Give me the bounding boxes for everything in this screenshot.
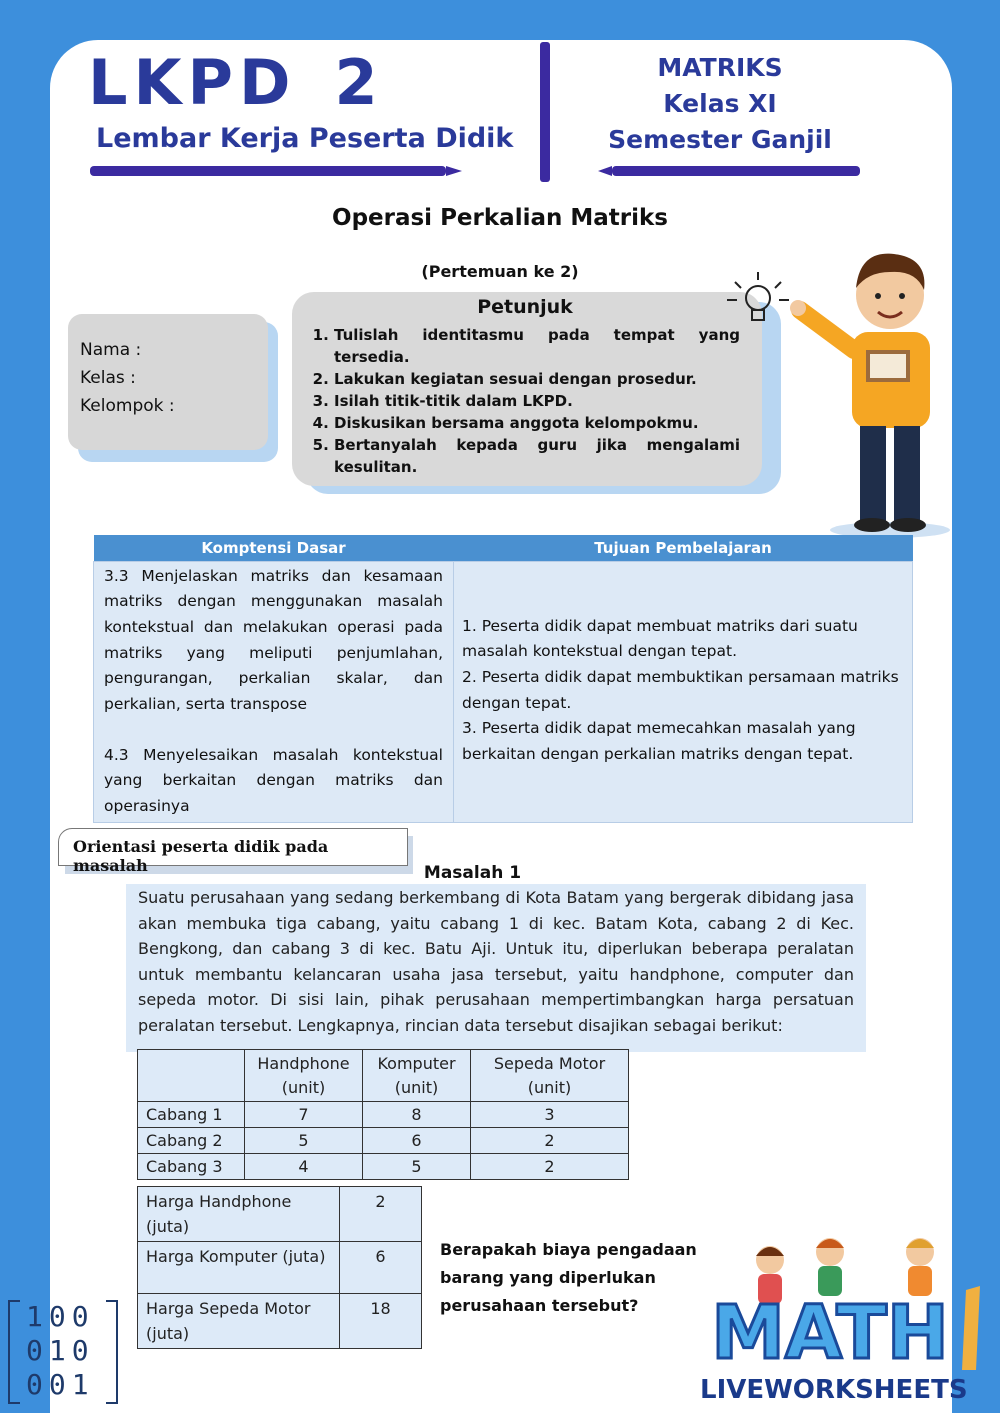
- cell-value: 5: [245, 1128, 363, 1154]
- row-label: Cabang 3: [138, 1154, 245, 1180]
- cell-value: 3: [471, 1102, 629, 1128]
- price-value: 2: [340, 1187, 422, 1242]
- price-value: 6: [340, 1242, 422, 1294]
- cell-value: 2: [471, 1154, 629, 1180]
- lkpd-title: LKPD 2: [88, 46, 384, 119]
- kd-3-3: 3.3 Menjelaskan matriks dan kesamaan matriks dengan menggunakan masalah kontekstual dan melakukan operasi pada matriks yang meliputi penjumlahan, pengurangan, perkalian skalar, dan perkalian, serta transpose: [104, 566, 443, 714]
- teacher-illustration: [790, 240, 960, 540]
- matrix-row: 010: [26, 1334, 95, 1367]
- instruction-item: 4. Diskusikan bersama anggota kelompokmu.: [334, 412, 740, 434]
- instructions-box: [292, 292, 762, 486]
- col-komputer: Komputer (unit): [363, 1050, 471, 1102]
- pencil-right-icon: [598, 166, 860, 176]
- row-label: Cabang 2: [138, 1128, 245, 1154]
- lightbulb-icon: [725, 270, 795, 332]
- kd-cell: [94, 561, 454, 822]
- instruction-item: 1. Tulislah identitasmu pada tempat yang tersedia.: [334, 324, 740, 368]
- price-value: 18: [340, 1294, 422, 1349]
- kd-4-3: 4.3 Menyelesaikan masalah kontekstual yang berkaitan dengan matriks dan operasinya: [104, 745, 443, 816]
- price-label: Harga Komputer (juta): [138, 1242, 340, 1294]
- name-field[interactable]: Nama :: [80, 340, 142, 360]
- math-word: MATH: [711, 1290, 949, 1376]
- instruction-item: 5. Bertanyalah kepada guru jika mengalami kesulitan.: [334, 434, 740, 478]
- cell-value: 7: [245, 1102, 363, 1128]
- table-row: [138, 1102, 629, 1128]
- group-field[interactable]: Kelompok :: [80, 396, 175, 416]
- pencil-left-icon: [90, 166, 462, 176]
- col-handphone: Handphone (unit): [245, 1050, 363, 1102]
- identity-box: [68, 314, 268, 450]
- subject-label: MATRIKS: [657, 53, 783, 82]
- problem-heading: Masalah 1: [423, 863, 522, 883]
- matrix-row: 001: [26, 1368, 95, 1401]
- table-row: [138, 1154, 629, 1180]
- lkpd-number: 2: [334, 46, 384, 119]
- pencil-vertical-icon: [540, 42, 550, 182]
- table-row: [138, 1187, 422, 1242]
- math-kids-illustration: [680, 1230, 990, 1380]
- price-table: [137, 1186, 422, 1349]
- lkpd-subtitle: Lembar Kerja Peserta Didik: [96, 123, 514, 154]
- price-label: Harga Sepeda Motor (juta): [138, 1294, 340, 1349]
- table-corner: [138, 1050, 245, 1102]
- cell-value: 8: [363, 1102, 471, 1128]
- cell-value: 5: [363, 1154, 471, 1180]
- instructions-heading: Petunjuk: [477, 296, 573, 318]
- goals-cell: [454, 561, 913, 822]
- cell-value: 6: [363, 1128, 471, 1154]
- goal-item: 2. Peserta didik dapat membuktikan persamaan matriks dengan tepat.: [462, 667, 899, 712]
- kd-header: Komptensi Dasar: [94, 535, 454, 561]
- class-field[interactable]: Kelas :: [80, 368, 136, 388]
- competency-table: [93, 535, 913, 823]
- row-label: Cabang 1: [138, 1102, 245, 1128]
- identity-matrix-decoration: [8, 1300, 118, 1404]
- instruction-item: 2. Lakukan kegiatan sesuai dengan prosedur.: [334, 368, 740, 390]
- table-row: [138, 1242, 422, 1294]
- brand-watermark: LIVEWORKSHEETS: [700, 1375, 968, 1405]
- instruction-item: 3. Isilah titik-titik dalam LKPD.: [334, 390, 740, 412]
- semester-label: Semester Ganjil: [608, 125, 832, 154]
- problem-text: Suatu perusahaan yang sedang berkembang di Kota Batam yang bergerak dibidang jasa akan membuka tiga cabang, yaitu cabang 1 di kec. Batam Kota, cabang 2 di Kec. Bengkong, dan cabang 3 di kec. Batu Aji. Untuk itu, diperlukan beberapa peralatan untuk membantu kelancaran usaha jasa tersebut, yaitu handphone, computer dan sepeda motor. Di sisi lain, pihak perusahaan mempertimbangkan harga persatuan peralatan tersebut. Lengkapnya, rincian data tersebut disajikan sebagai berikut:: [126, 884, 866, 1052]
- units-table: [137, 1049, 629, 1180]
- price-label: Harga Handphone (juta): [138, 1187, 340, 1242]
- page-title: Operasi Perkalian Matriks: [332, 205, 668, 231]
- problem-question: Berapakah biaya pengadaan barang yang diperlukan perusahaan tersebut?: [440, 1240, 697, 1315]
- goal-item: 1. Peserta didik dapat membuat matriks dari suatu masalah kontekstual dengan tepat.: [462, 616, 858, 661]
- orientation-label: Orientasi peserta didik pada masalah: [58, 828, 408, 866]
- goals-header: Tujuan Pembelajaran: [454, 535, 913, 561]
- goal-item: 3. Peserta didik dapat memecahkan masalah yang berkaitan dengan perkalian matriks dengan tepat.: [462, 719, 856, 764]
- cell-value: 2: [471, 1128, 629, 1154]
- cell-value: 4: [245, 1154, 363, 1180]
- table-row: [138, 1294, 422, 1349]
- class-label: Kelas XI: [663, 89, 777, 118]
- matrix-row: 100: [26, 1300, 95, 1333]
- meeting-label: (Pertemuan ke 2): [421, 262, 579, 281]
- table-row: [138, 1128, 629, 1154]
- col-sepeda-motor: Sepeda Motor (unit): [471, 1050, 629, 1102]
